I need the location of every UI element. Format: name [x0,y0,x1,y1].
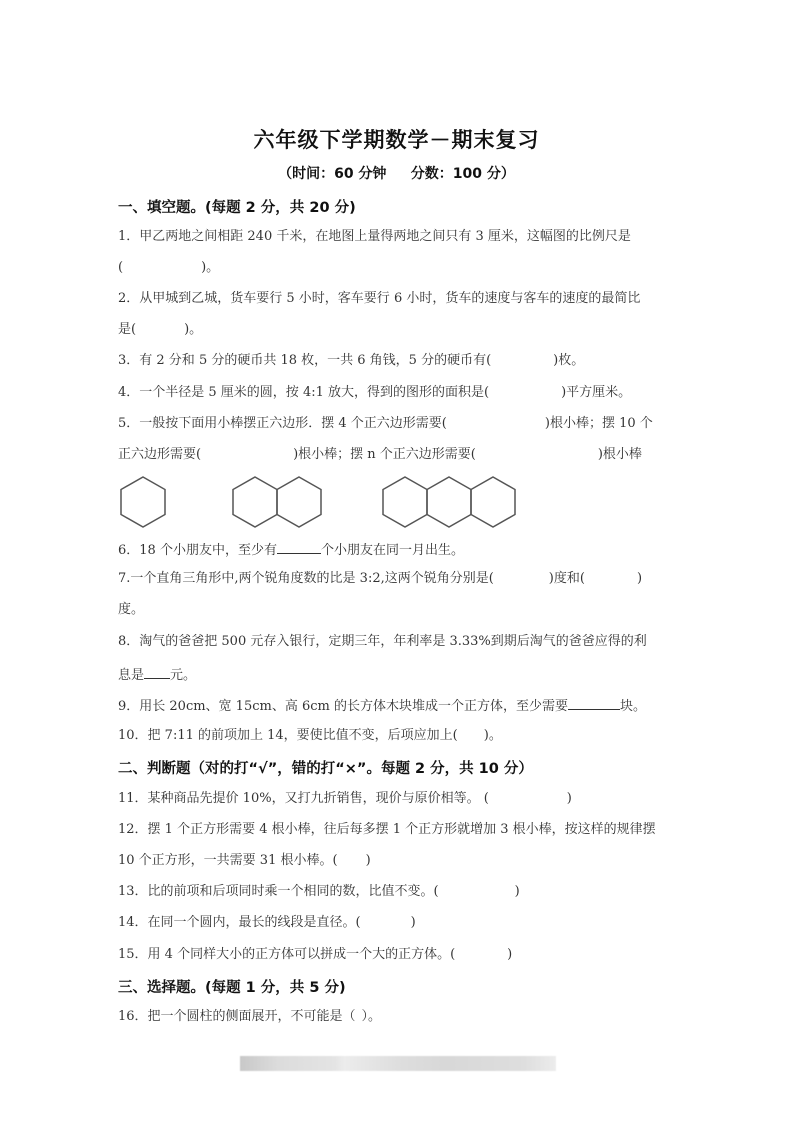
question-9-text: 9．用长 20cm、宽 15cm、高 6cm 的长方体木块堆成一个正方体，至少需要 [118,699,568,714]
question-10 [118,727,502,745]
question-11-text: 11．某种商品先提价 10%，又打九折销售，现价与原价相等。 ( [118,791,489,806]
question-7-text: 7.一个直角三角形中,两个锐角度数的比是 3:2,这两个锐角分别是( [118,571,494,586]
question-5-line-2 [118,446,642,464]
question-14-text: 14．在同一个圆内，最长的线段是直径。( [118,915,361,930]
question-16 [118,1008,381,1026]
question-5-mid: )根小棒；摆 10 个 [544,416,653,431]
question-5-end: )根小棒 [597,447,642,462]
exam-time-score: （时间：60 分钟 分数：100 分） [278,166,515,182]
question-3 [118,352,584,370]
question-5-part2: 正六边形需要( [118,447,202,462]
question-13-text: 13．比的前项和后项同时乘一个相同的数，比值不变。( [118,884,439,899]
close-paren: ) [566,791,572,806]
question-7-line-1 [118,570,642,588]
question-8-suffix: 元。 [170,668,197,683]
question-4 [118,384,631,402]
blurred-footer-watermark [240,1056,556,1071]
question-14 [118,914,416,932]
question-8-line-1: 8．淘气的爸爸把 500 元存入银行，定期三年，年利率是 3.33%到期后淘气的爸爸应得的利 [118,634,647,649]
close-paren: )。 [201,260,220,275]
question-8-prefix: 息是 [118,668,145,683]
question-2-prefix: 是( [118,322,137,337]
question-5-part3: )根小棒；摆 n 个正六边形需要( [293,447,476,462]
question-8-line-2 [118,664,196,685]
question-7-mid: )度和( [548,571,585,586]
question-13 [118,883,520,901]
close-paren: ) [507,947,513,962]
open-paren: ( [118,260,124,275]
question-15 [118,946,512,964]
question-5-line-1 [118,415,653,433]
question-4-text: 4．一个半径是 5 厘米的圆，按 4:1 放大，得到的图形的面积是( [118,385,490,400]
close-paren: ) [636,571,643,586]
section-fill-in-blank-header: 一、填空题。(每题 2 分，共 20 分) [118,200,356,216]
answer-underline-6[interactable] [277,539,321,554]
hexagon-figure [0,475,793,531]
question-2-line-2 [118,321,202,339]
close-paren: )。 [483,728,502,743]
question-12-text: 10 个正方形，一共需要 31 根小棒。( [118,853,338,868]
question-11 [118,790,572,808]
question-1-line-1: 1．甲乙两地之间相距 240 千米，在地图上量得两地之间只有 3 厘米，这幅图的比例尺是 [118,229,631,244]
close-paren: ）。 [361,1009,382,1024]
question-3-suffix: )枚。 [553,353,585,368]
question-7-line-2: 度。 [118,602,145,617]
question-10-text: 10．把 7:11 的前项加上 14，要使比值不变，后项应加上( [118,728,458,743]
close-paren: )。 [184,322,203,337]
question-3-text: 3．有 2 分和 5 分的硬币共 18 枚，一共 6 角钱，5 分的硬币有( [118,353,492,368]
question-12-line-2 [118,852,371,870]
question-16-text: 16．把一个圆柱的侧面展开，不可能是（ [118,1009,356,1024]
question-15-text: 15．用 4 个同样大小的正方体可以拼成一个大的正方体。( [118,947,456,962]
question-5-text: 5．一般按下面用小棒摆正六边形．摆 4 个正六边形需要( [118,416,447,431]
close-paren: ) [514,884,520,899]
close-paren: ) [410,915,416,930]
question-6 [118,539,464,560]
answer-underline-9[interactable] [568,695,620,710]
question-4-suffix: )平方厘米。 [561,385,632,400]
question-1-line-2 [118,259,219,277]
hexagon-pattern-icon [0,475,793,531]
question-12-line-1: 12．摆 1 个正方形需要 4 根小棒，往后每多摆 1 个正方形就增加 3 根小棒，按这样的规律摆 [118,822,656,837]
question-9 [118,695,646,716]
question-9-suffix: 块。 [619,699,646,714]
answer-underline-8[interactable] [144,664,170,679]
question-6-suffix: 个小朋友在同一月出生。 [320,543,464,558]
close-paren: ) [365,853,371,868]
question-6-text: 6．18 个小朋友中，至少有 [118,543,277,558]
section-multiple-choice-header: 三、选择题。(每题 1 分，共 5 分) [118,980,346,996]
page-title: 六年级下学期数学－期末复习 [253,128,540,152]
section-true-false-header: 二、判断题（对的打“√”，错的打“×”。每题 2 分，共 10 分） [118,761,533,777]
question-2-line-1: 2．从甲城到乙城，货车要行 5 小时，客车要行 6 小时，货车的速度与客车的速度的最简比 [118,291,641,306]
